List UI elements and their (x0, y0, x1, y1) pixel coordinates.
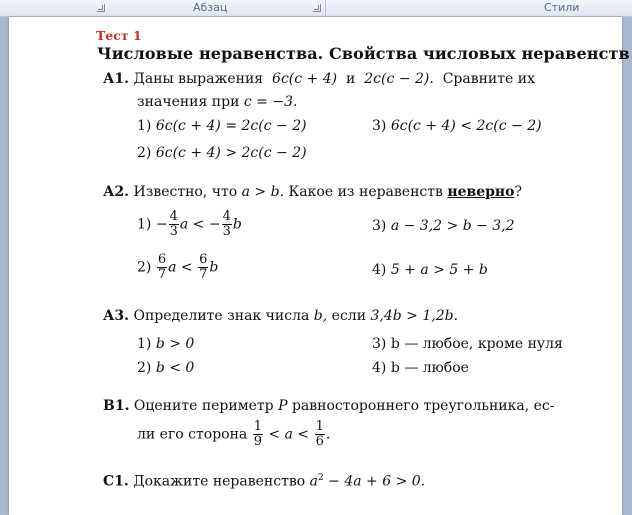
fraction (315, 420, 325, 449)
question-text: и (346, 71, 356, 87)
option-text: b (232, 216, 242, 233)
answer-option (372, 336, 563, 353)
option-number: 3) (372, 336, 387, 352)
question-text: Оцените периметр (133, 398, 274, 414)
exponent: 2 (317, 473, 324, 483)
question-text: равностороннего треугольника, ес- (291, 398, 555, 414)
option-text: b — любое (390, 360, 469, 376)
option-number: 3) (372, 218, 387, 234)
question-text: Известно, что (133, 184, 238, 200)
option-number: 3) (372, 118, 387, 134)
option-text: b > 0 (155, 336, 195, 352)
math-expression: a (309, 473, 318, 490)
fraction-denominator: 9 (253, 434, 262, 449)
fraction-denominator: 3 (222, 224, 231, 239)
math-expression: a > b. (241, 184, 285, 200)
question-a1-line1 (103, 71, 535, 88)
question-text: Сравните их (442, 71, 535, 87)
option-text: 6c(c + 4) < 2c(c − 2) (390, 118, 542, 134)
answer-option (137, 210, 242, 239)
question-b1-line2 (137, 420, 330, 449)
option-number: 4) (372, 262, 387, 278)
option-text: 6c(c + 4) = 2c(c − 2) (155, 118, 307, 134)
question-text: Докажите неравенство (133, 473, 306, 490)
fraction-numerator: 6 (199, 252, 208, 267)
test-label: Тест 1 (96, 28, 142, 43)
option-text: 6c(c + 4) > 2c(c − 2) (155, 145, 307, 161)
paragraph-group-label: Абзац (193, 1, 228, 14)
fraction (157, 253, 167, 282)
fraction-numerator: 4 (169, 209, 178, 224)
question-text: значения при (137, 94, 240, 110)
option-text: a − 3,2 > b − 3,2 (390, 218, 515, 234)
question-number: А3. (103, 308, 130, 324)
answer-option (372, 262, 488, 279)
answer-option (372, 218, 515, 235)
math-expression: − 4a + 6 > 0. (328, 473, 426, 490)
answer-option (137, 118, 307, 135)
question-text: Какое из неравенств (288, 184, 443, 200)
math-expression: c = −3. (243, 94, 298, 110)
math-expression: P (278, 398, 288, 414)
option-number: 2) (137, 145, 152, 161)
option-number: 2) (137, 360, 152, 376)
option-number: 1) (137, 336, 152, 352)
styles-group-label: Стили (544, 1, 580, 14)
question-c1-line1 (103, 470, 425, 491)
answer-option (137, 336, 194, 353)
question-text: Определите знак числа (133, 308, 310, 324)
option-number: 2) (137, 259, 152, 276)
answer-option (137, 360, 194, 377)
option-text: a < − (179, 216, 221, 233)
answer-option (137, 253, 218, 282)
ribbon-bar (0, 0, 632, 17)
question-mark: ? (514, 184, 523, 200)
math-expression: 6c(c + 4) (272, 71, 338, 87)
option-text: b — любое, кроме нуля (390, 336, 563, 352)
fraction (169, 210, 179, 239)
answer-option (372, 360, 469, 377)
minus-sign: − (155, 216, 168, 233)
paragraph-launcher-left-icon[interactable] (97, 4, 105, 12)
paragraph-dialog-launcher-icon[interactable] (313, 4, 321, 12)
option-number: 4) (372, 360, 387, 376)
question-b1-line1 (103, 398, 554, 415)
question-number: В1. (103, 398, 130, 414)
question-a2-line1 (103, 184, 522, 201)
question-number: А1. (103, 71, 130, 87)
question-number: А2. (103, 184, 130, 200)
option-text: b < 0 (155, 360, 195, 376)
question-number: С1. (103, 473, 129, 490)
fraction-numerator: 4 (222, 209, 231, 224)
fraction (253, 420, 263, 449)
option-number: 1) (137, 216, 152, 233)
period: . (325, 426, 331, 443)
option-text: b (209, 259, 219, 276)
question-a3-line1 (103, 308, 458, 325)
option-number: 1) (137, 118, 152, 134)
fraction-denominator: 7 (157, 267, 167, 282)
fraction (198, 253, 208, 282)
fraction-numerator: 1 (315, 419, 324, 434)
question-text: Даны выражения (133, 71, 264, 87)
question-a1-line2 (137, 94, 297, 111)
answer-option (137, 145, 307, 162)
underlined-word: неверно (447, 184, 515, 200)
document-page[interactable] (9, 17, 630, 515)
question-text: если (331, 308, 367, 324)
question-text: ли его сторона (137, 426, 248, 443)
fraction-denominator: 6 (315, 434, 324, 449)
page-title: Числовые неравенства. Свойства числовых неравенств (97, 44, 630, 63)
math-expression: 3,4b > 1,2b. (370, 308, 459, 324)
option-text: 5 + a > 5 + b (390, 262, 488, 278)
fraction (222, 210, 232, 239)
fraction-numerator: 6 (157, 252, 167, 267)
option-text: a < (168, 259, 193, 276)
ribbon-group-separator (325, 0, 326, 16)
answer-option (372, 118, 542, 135)
fraction-denominator: 7 (199, 267, 208, 282)
math-expression: b, (313, 308, 328, 324)
fraction-denominator: 3 (169, 224, 178, 239)
math-expression: 2c(c − 2). (364, 71, 434, 87)
fraction-numerator: 1 (253, 419, 262, 434)
math-expression: < a < (268, 426, 310, 443)
